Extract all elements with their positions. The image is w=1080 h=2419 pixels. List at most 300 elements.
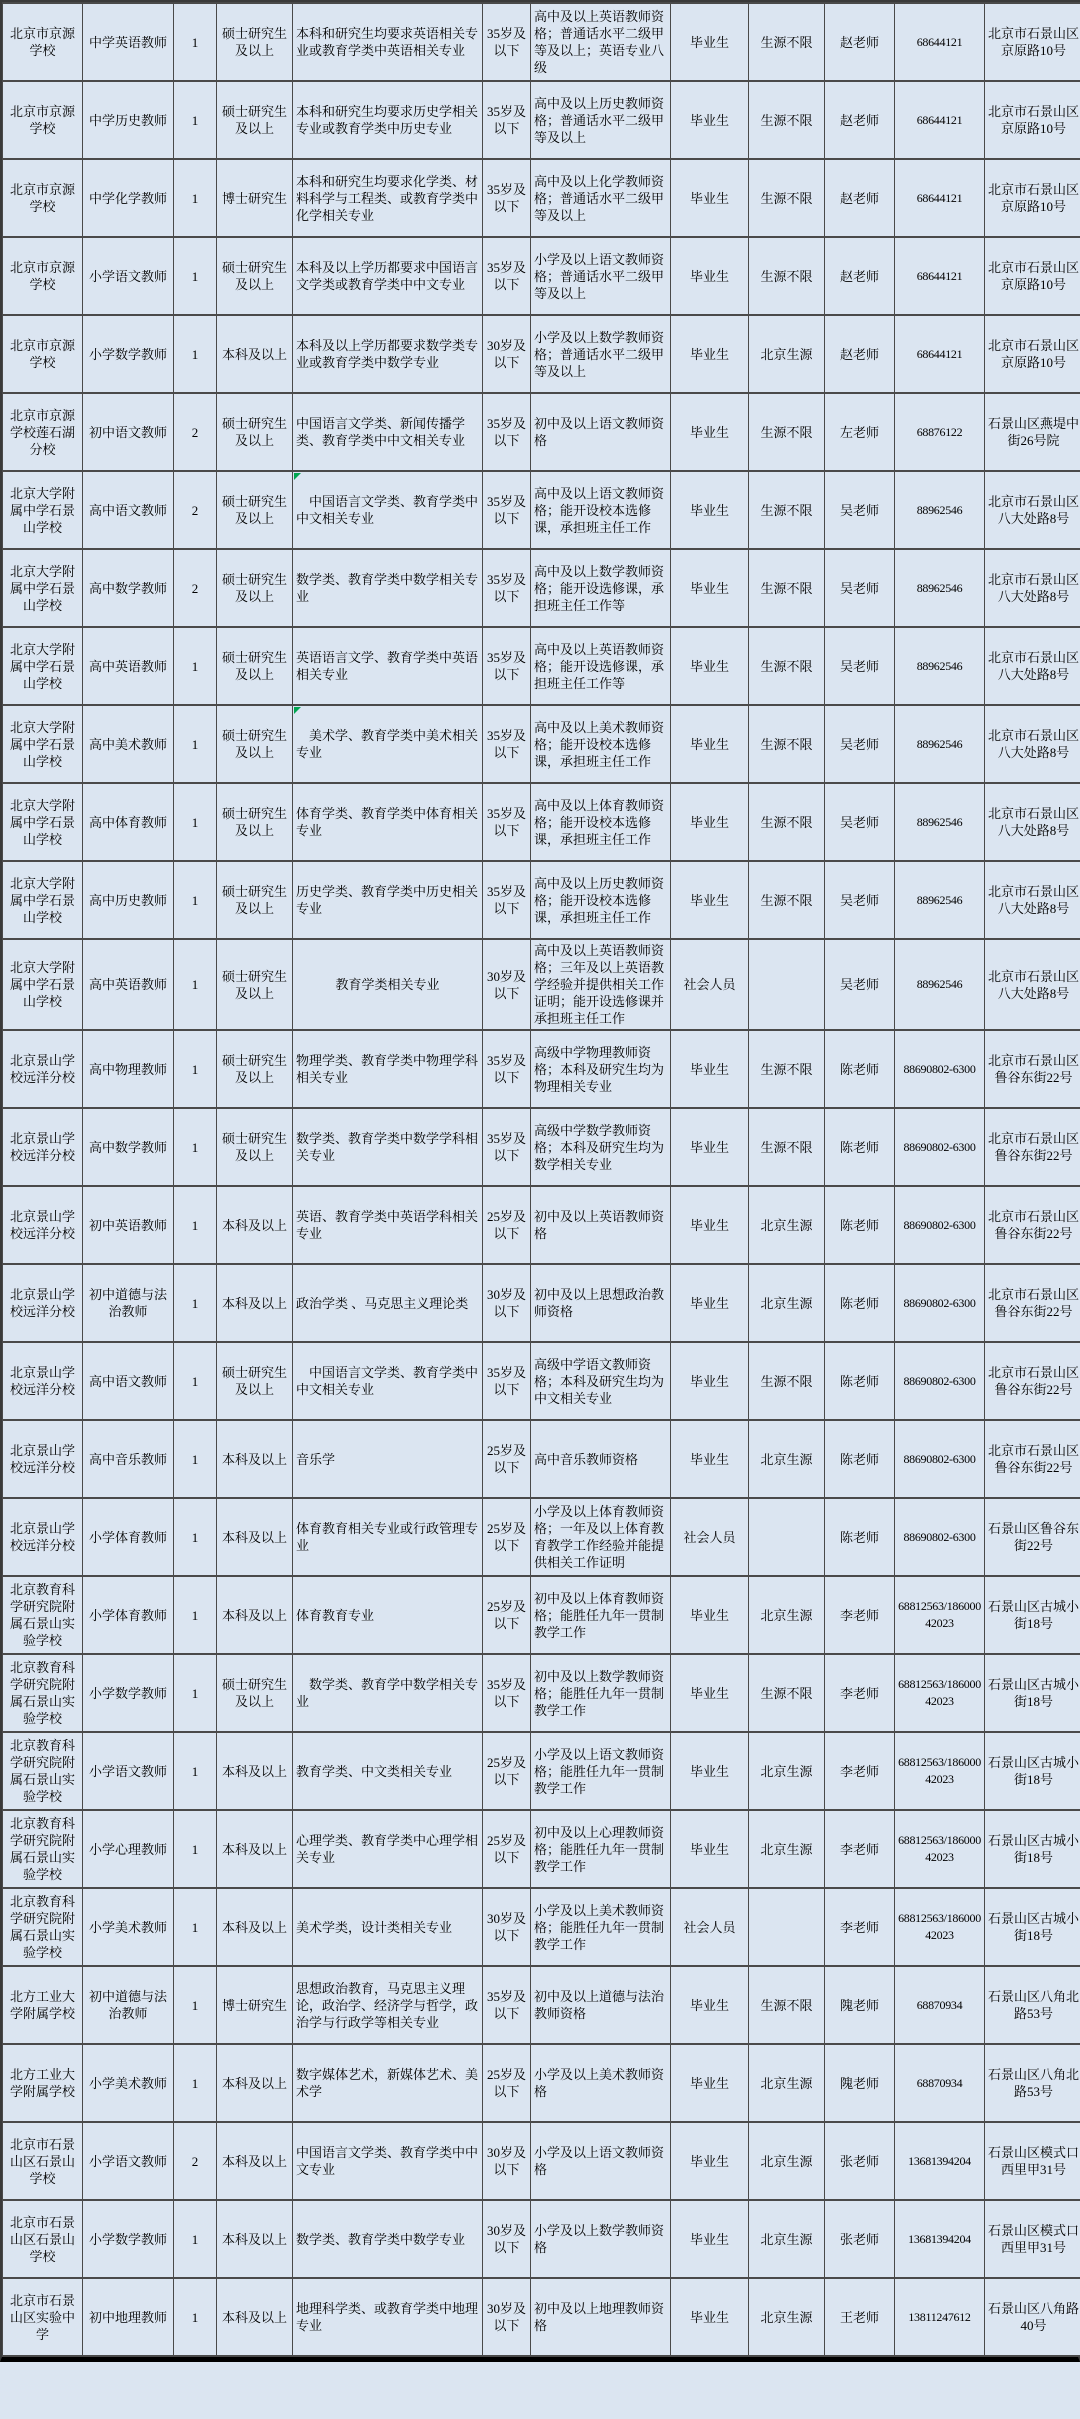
cell-address[interactable] (985, 705, 1080, 783)
cell-qualification[interactable] (531, 1576, 671, 1654)
cell-school[interactable] (3, 2278, 83, 2356)
cell-qualification[interactable] (531, 2044, 671, 2122)
cell-address[interactable] (985, 2200, 1080, 2278)
cell-phone[interactable] (895, 237, 985, 315)
cell-contact[interactable] (825, 705, 895, 783)
cell-source[interactable] (749, 1498, 825, 1576)
cell-source[interactable] (749, 1420, 825, 1498)
cell-contact[interactable] (825, 1810, 895, 1888)
cell-phone[interactable] (895, 1264, 985, 1342)
cell-education[interactable] (217, 2200, 293, 2278)
cell-count[interactable] (174, 1186, 217, 1264)
cell-source[interactable] (749, 159, 825, 237)
cell-major[interactable] (293, 1810, 483, 1888)
cell-source[interactable] (749, 1966, 825, 2044)
cell-contact[interactable] (825, 783, 895, 861)
cell-candidate-type[interactable] (671, 2044, 749, 2122)
cell-age[interactable] (483, 1654, 531, 1732)
cell-contact[interactable] (825, 393, 895, 471)
cell-major[interactable] (293, 1654, 483, 1732)
cell-age[interactable] (483, 1966, 531, 2044)
cell-count[interactable] (174, 1108, 217, 1186)
cell-phone[interactable] (895, 627, 985, 705)
cell-source[interactable] (749, 1264, 825, 1342)
cell-address[interactable] (985, 1576, 1080, 1654)
cell-position[interactable] (83, 1810, 174, 1888)
cell-age[interactable] (483, 939, 531, 1030)
cell-candidate-type[interactable] (671, 861, 749, 939)
cell-qualification[interactable] (531, 315, 671, 393)
cell-phone[interactable] (895, 549, 985, 627)
cell-count[interactable] (174, 1264, 217, 1342)
cell-count[interactable] (174, 1576, 217, 1654)
cell-school[interactable] (3, 1576, 83, 1654)
cell-school[interactable] (3, 1810, 83, 1888)
cell-count[interactable] (174, 471, 217, 549)
cell-source[interactable] (749, 2278, 825, 2356)
cell-phone[interactable] (895, 783, 985, 861)
cell-qualification[interactable] (531, 1342, 671, 1420)
cell-contact[interactable] (825, 2278, 895, 2356)
cell-phone[interactable] (895, 1186, 985, 1264)
cell-position[interactable] (83, 3, 174, 81)
cell-school[interactable] (3, 939, 83, 1030)
cell-education[interactable] (217, 1498, 293, 1576)
cell-position[interactable] (83, 1186, 174, 1264)
cell-qualification[interactable] (531, 2122, 671, 2200)
cell-age[interactable] (483, 2044, 531, 2122)
cell-qualification[interactable] (531, 471, 671, 549)
cell-source[interactable] (749, 237, 825, 315)
cell-contact[interactable] (825, 1654, 895, 1732)
cell-age[interactable] (483, 1108, 531, 1186)
cell-candidate-type[interactable] (671, 1654, 749, 1732)
cell-candidate-type[interactable] (671, 315, 749, 393)
cell-education[interactable] (217, 2278, 293, 2356)
cell-count[interactable] (174, 81, 217, 159)
cell-phone[interactable] (895, 1108, 985, 1186)
cell-qualification[interactable] (531, 1732, 671, 1810)
cell-major[interactable] (293, 1420, 483, 1498)
cell-phone[interactable] (895, 861, 985, 939)
cell-age[interactable] (483, 549, 531, 627)
cell-major[interactable] (293, 393, 483, 471)
cell-position[interactable] (83, 1420, 174, 1498)
cell-qualification[interactable] (531, 3, 671, 81)
cell-count[interactable] (174, 2044, 217, 2122)
cell-education[interactable] (217, 1966, 293, 2044)
cell-contact[interactable] (825, 1186, 895, 1264)
cell-position[interactable] (83, 783, 174, 861)
cell-address[interactable] (985, 159, 1080, 237)
cell-major[interactable] (293, 783, 483, 861)
cell-phone[interactable] (895, 1732, 985, 1810)
cell-education[interactable] (217, 549, 293, 627)
cell-education[interactable] (217, 1576, 293, 1654)
cell-school[interactable] (3, 471, 83, 549)
cell-age[interactable] (483, 1186, 531, 1264)
cell-age[interactable] (483, 783, 531, 861)
cell-qualification[interactable] (531, 861, 671, 939)
cell-school[interactable] (3, 1966, 83, 2044)
cell-contact[interactable] (825, 1966, 895, 2044)
cell-education[interactable] (217, 861, 293, 939)
cell-contact[interactable] (825, 2200, 895, 2278)
cell-address[interactable] (985, 1342, 1080, 1420)
cell-major[interactable] (293, 1342, 483, 1420)
cell-contact[interactable] (825, 3, 895, 81)
cell-count[interactable] (174, 2278, 217, 2356)
cell-major[interactable] (293, 1576, 483, 1654)
cell-contact[interactable] (825, 2044, 895, 2122)
cell-count[interactable] (174, 627, 217, 705)
cell-qualification[interactable] (531, 81, 671, 159)
cell-source[interactable] (749, 783, 825, 861)
cell-contact[interactable] (825, 315, 895, 393)
cell-count[interactable] (174, 1810, 217, 1888)
cell-school[interactable] (3, 81, 83, 159)
cell-address[interactable] (985, 1498, 1080, 1576)
cell-major[interactable] (293, 315, 483, 393)
cell-count[interactable] (174, 1732, 217, 1810)
cell-source[interactable] (749, 1186, 825, 1264)
cell-qualification[interactable] (531, 1888, 671, 1966)
cell-contact[interactable] (825, 2122, 895, 2200)
cell-position[interactable] (83, 705, 174, 783)
cell-age[interactable] (483, 2200, 531, 2278)
cell-count[interactable] (174, 3, 217, 81)
cell-age[interactable] (483, 1342, 531, 1420)
cell-school[interactable] (3, 1186, 83, 1264)
cell-address[interactable] (985, 237, 1080, 315)
cell-school[interactable] (3, 2122, 83, 2200)
cell-contact[interactable] (825, 1264, 895, 1342)
cell-school[interactable] (3, 2044, 83, 2122)
cell-address[interactable] (985, 1420, 1080, 1498)
cell-contact[interactable] (825, 861, 895, 939)
cell-contact[interactable] (825, 1576, 895, 1654)
cell-count[interactable] (174, 1498, 217, 1576)
cell-major[interactable] (293, 1732, 483, 1810)
cell-major[interactable] (293, 1186, 483, 1264)
cell-age[interactable] (483, 81, 531, 159)
cell-age[interactable] (483, 1888, 531, 1966)
cell-age[interactable] (483, 1030, 531, 1108)
cell-position[interactable] (83, 939, 174, 1030)
cell-contact[interactable] (825, 1498, 895, 1576)
cell-count[interactable] (174, 1420, 217, 1498)
cell-phone[interactable] (895, 315, 985, 393)
cell-candidate-type[interactable] (671, 549, 749, 627)
cell-count[interactable] (174, 705, 217, 783)
cell-address[interactable] (985, 627, 1080, 705)
cell-candidate-type[interactable] (671, 81, 749, 159)
cell-contact[interactable] (825, 1420, 895, 1498)
cell-phone[interactable] (895, 159, 985, 237)
cell-candidate-type[interactable] (671, 1966, 749, 2044)
cell-age[interactable] (483, 627, 531, 705)
cell-major[interactable] (293, 471, 483, 549)
cell-candidate-type[interactable] (671, 1264, 749, 1342)
cell-address[interactable] (985, 1810, 1080, 1888)
cell-address[interactable] (985, 1888, 1080, 1966)
cell-age[interactable] (483, 1576, 531, 1654)
cell-source[interactable] (749, 315, 825, 393)
cell-school[interactable] (3, 1498, 83, 1576)
cell-age[interactable] (483, 1732, 531, 1810)
cell-school[interactable] (3, 627, 83, 705)
cell-address[interactable] (985, 1732, 1080, 1810)
cell-contact[interactable] (825, 237, 895, 315)
cell-candidate-type[interactable] (671, 393, 749, 471)
cell-age[interactable] (483, 315, 531, 393)
cell-candidate-type[interactable] (671, 627, 749, 705)
cell-address[interactable] (985, 81, 1080, 159)
cell-age[interactable] (483, 237, 531, 315)
cell-major[interactable] (293, 2200, 483, 2278)
cell-position[interactable] (83, 1342, 174, 1420)
cell-position[interactable] (83, 549, 174, 627)
cell-qualification[interactable] (531, 939, 671, 1030)
cell-education[interactable] (217, 1888, 293, 1966)
cell-age[interactable] (483, 3, 531, 81)
cell-address[interactable] (985, 939, 1080, 1030)
cell-qualification[interactable] (531, 2200, 671, 2278)
cell-position[interactable] (83, 471, 174, 549)
cell-age[interactable] (483, 705, 531, 783)
cell-address[interactable] (985, 2122, 1080, 2200)
cell-address[interactable] (985, 1186, 1080, 1264)
cell-major[interactable] (293, 2044, 483, 2122)
cell-count[interactable] (174, 1966, 217, 2044)
cell-school[interactable] (3, 315, 83, 393)
cell-position[interactable] (83, 861, 174, 939)
cell-age[interactable] (483, 471, 531, 549)
cell-source[interactable] (749, 1576, 825, 1654)
cell-source[interactable] (749, 939, 825, 1030)
cell-source[interactable] (749, 1030, 825, 1108)
cell-education[interactable] (217, 1654, 293, 1732)
cell-age[interactable] (483, 1420, 531, 1498)
cell-major[interactable] (293, 159, 483, 237)
cell-education[interactable] (217, 1810, 293, 1888)
cell-source[interactable] (749, 861, 825, 939)
cell-position[interactable] (83, 1108, 174, 1186)
cell-school[interactable] (3, 237, 83, 315)
cell-school[interactable] (3, 783, 83, 861)
cell-contact[interactable] (825, 159, 895, 237)
cell-contact[interactable] (825, 627, 895, 705)
cell-contact[interactable] (825, 1030, 895, 1108)
cell-qualification[interactable] (531, 627, 671, 705)
cell-candidate-type[interactable] (671, 705, 749, 783)
cell-education[interactable] (217, 81, 293, 159)
cell-position[interactable] (83, 627, 174, 705)
cell-candidate-type[interactable] (671, 2278, 749, 2356)
cell-position[interactable] (83, 159, 174, 237)
cell-count[interactable] (174, 2122, 217, 2200)
cell-phone[interactable] (895, 2044, 985, 2122)
cell-contact[interactable] (825, 549, 895, 627)
cell-qualification[interactable] (531, 237, 671, 315)
cell-source[interactable] (749, 81, 825, 159)
cell-qualification[interactable] (531, 159, 671, 237)
cell-age[interactable] (483, 1810, 531, 1888)
cell-major[interactable] (293, 549, 483, 627)
cell-school[interactable] (3, 1030, 83, 1108)
cell-source[interactable] (749, 1342, 825, 1420)
cell-qualification[interactable] (531, 1498, 671, 1576)
cell-education[interactable] (217, 3, 293, 81)
cell-position[interactable] (83, 1888, 174, 1966)
cell-school[interactable] (3, 2200, 83, 2278)
cell-source[interactable] (749, 1888, 825, 1966)
cell-address[interactable] (985, 1108, 1080, 1186)
cell-age[interactable] (483, 2122, 531, 2200)
cell-position[interactable] (83, 2044, 174, 2122)
cell-candidate-type[interactable] (671, 2122, 749, 2200)
cell-school[interactable] (3, 549, 83, 627)
cell-qualification[interactable] (531, 1030, 671, 1108)
cell-school[interactable] (3, 1264, 83, 1342)
cell-candidate-type[interactable] (671, 1732, 749, 1810)
cell-source[interactable] (749, 1732, 825, 1810)
cell-qualification[interactable] (531, 783, 671, 861)
cell-age[interactable] (483, 1498, 531, 1576)
cell-education[interactable] (217, 1732, 293, 1810)
cell-count[interactable] (174, 1030, 217, 1108)
cell-education[interactable] (217, 471, 293, 549)
cell-candidate-type[interactable] (671, 1576, 749, 1654)
cell-candidate-type[interactable] (671, 1108, 749, 1186)
cell-source[interactable] (749, 393, 825, 471)
cell-candidate-type[interactable] (671, 1030, 749, 1108)
cell-qualification[interactable] (531, 1186, 671, 1264)
cell-position[interactable] (83, 2278, 174, 2356)
cell-phone[interactable] (895, 1498, 985, 1576)
cell-phone[interactable] (895, 2278, 985, 2356)
cell-count[interactable] (174, 315, 217, 393)
cell-qualification[interactable] (531, 1654, 671, 1732)
cell-candidate-type[interactable] (671, 939, 749, 1030)
cell-phone[interactable] (895, 3, 985, 81)
cell-count[interactable] (174, 1654, 217, 1732)
cell-count[interactable] (174, 549, 217, 627)
cell-address[interactable] (985, 861, 1080, 939)
cell-major[interactable] (293, 627, 483, 705)
cell-age[interactable] (483, 861, 531, 939)
cell-source[interactable] (749, 3, 825, 81)
cell-age[interactable] (483, 1264, 531, 1342)
cell-contact[interactable] (825, 81, 895, 159)
cell-position[interactable] (83, 2200, 174, 2278)
cell-contact[interactable] (825, 1108, 895, 1186)
cell-major[interactable] (293, 1108, 483, 1186)
cell-position[interactable] (83, 1264, 174, 1342)
cell-candidate-type[interactable] (671, 1186, 749, 1264)
cell-source[interactable] (749, 627, 825, 705)
cell-education[interactable] (217, 1108, 293, 1186)
cell-address[interactable] (985, 1264, 1080, 1342)
cell-source[interactable] (749, 1654, 825, 1732)
cell-education[interactable] (217, 783, 293, 861)
cell-qualification[interactable] (531, 1108, 671, 1186)
cell-source[interactable] (749, 2200, 825, 2278)
cell-position[interactable] (83, 81, 174, 159)
cell-candidate-type[interactable] (671, 471, 749, 549)
cell-contact[interactable] (825, 1888, 895, 1966)
cell-education[interactable] (217, 1264, 293, 1342)
cell-education[interactable] (217, 393, 293, 471)
cell-major[interactable] (293, 237, 483, 315)
cell-address[interactable] (985, 549, 1080, 627)
cell-address[interactable] (985, 2278, 1080, 2356)
cell-address[interactable] (985, 1030, 1080, 1108)
cell-address[interactable] (985, 1654, 1080, 1732)
cell-position[interactable] (83, 315, 174, 393)
cell-school[interactable] (3, 1654, 83, 1732)
cell-education[interactable] (217, 1030, 293, 1108)
cell-position[interactable] (83, 2122, 174, 2200)
cell-phone[interactable] (895, 1888, 985, 1966)
cell-qualification[interactable] (531, 2278, 671, 2356)
cell-qualification[interactable] (531, 1966, 671, 2044)
cell-phone[interactable] (895, 1420, 985, 1498)
cell-candidate-type[interactable] (671, 1498, 749, 1576)
cell-age[interactable] (483, 393, 531, 471)
cell-qualification[interactable] (531, 705, 671, 783)
cell-education[interactable] (217, 159, 293, 237)
cell-count[interactable] (174, 1888, 217, 1966)
cell-count[interactable] (174, 237, 217, 315)
cell-source[interactable] (749, 1108, 825, 1186)
cell-position[interactable] (83, 1732, 174, 1810)
cell-phone[interactable] (895, 939, 985, 1030)
cell-contact[interactable] (825, 939, 895, 1030)
cell-candidate-type[interactable] (671, 3, 749, 81)
cell-major[interactable] (293, 705, 483, 783)
cell-major[interactable] (293, 3, 483, 81)
cell-phone[interactable] (895, 393, 985, 471)
cell-address[interactable] (985, 1966, 1080, 2044)
cell-candidate-type[interactable] (671, 783, 749, 861)
cell-phone[interactable] (895, 1966, 985, 2044)
cell-count[interactable] (174, 1342, 217, 1420)
cell-count[interactable] (174, 939, 217, 1030)
cell-school[interactable] (3, 1108, 83, 1186)
cell-major[interactable] (293, 2122, 483, 2200)
cell-education[interactable] (217, 315, 293, 393)
cell-major[interactable] (293, 1264, 483, 1342)
cell-qualification[interactable] (531, 1420, 671, 1498)
cell-position[interactable] (83, 237, 174, 315)
cell-major[interactable] (293, 2278, 483, 2356)
cell-address[interactable] (985, 315, 1080, 393)
cell-phone[interactable] (895, 471, 985, 549)
cell-age[interactable] (483, 2278, 531, 2356)
cell-phone[interactable] (895, 1342, 985, 1420)
cell-contact[interactable] (825, 471, 895, 549)
cell-school[interactable] (3, 159, 83, 237)
cell-phone[interactable] (895, 2122, 985, 2200)
cell-major[interactable] (293, 1888, 483, 1966)
cell-count[interactable] (174, 393, 217, 471)
cell-address[interactable] (985, 393, 1080, 471)
cell-school[interactable] (3, 1888, 83, 1966)
cell-school[interactable] (3, 393, 83, 471)
cell-major[interactable] (293, 1030, 483, 1108)
cell-candidate-type[interactable] (671, 159, 749, 237)
